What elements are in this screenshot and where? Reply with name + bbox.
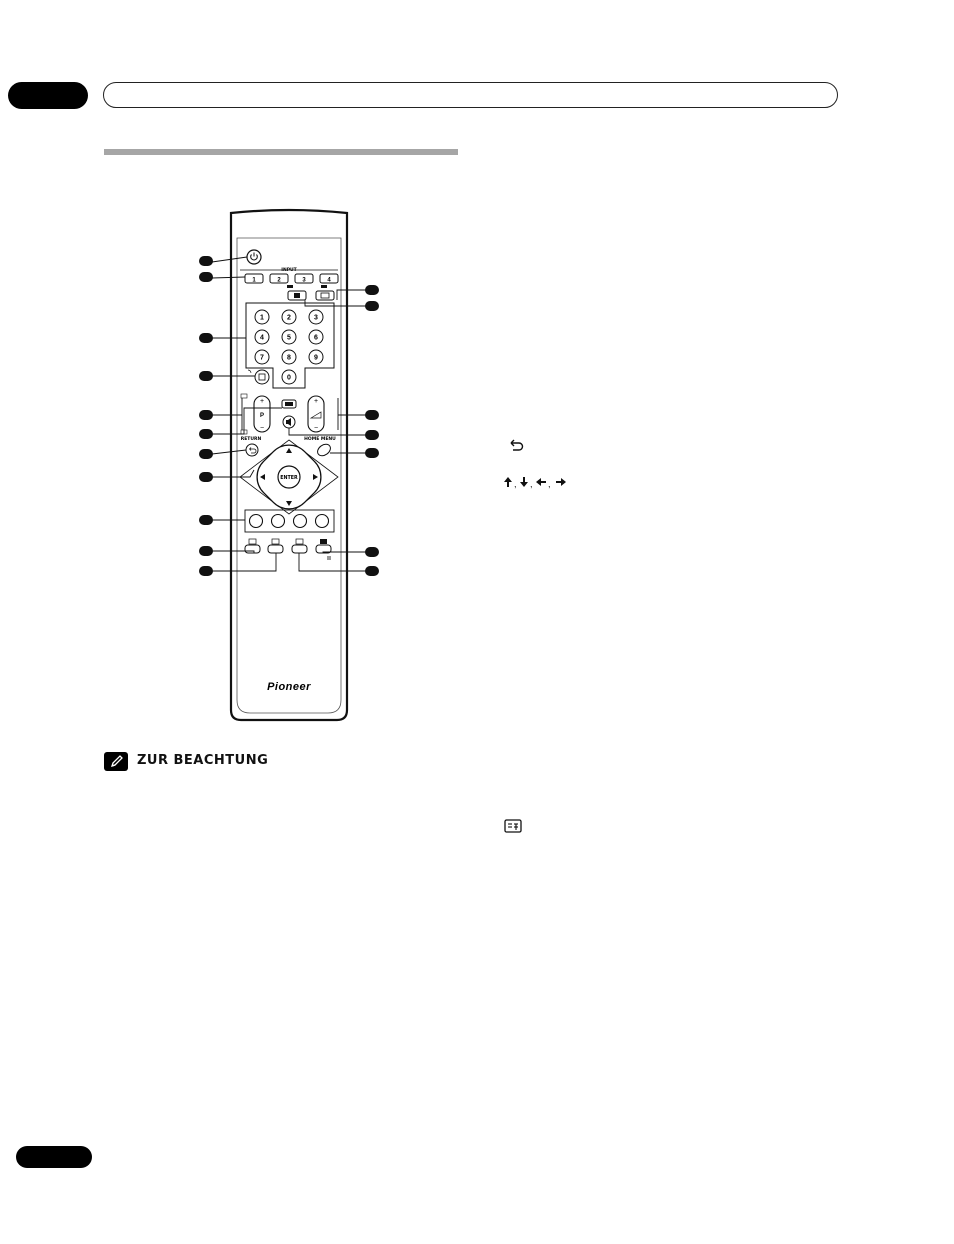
number-key-6-label: 6 xyxy=(314,334,318,342)
return-arrow-icon xyxy=(508,439,524,451)
chapter-tab xyxy=(8,82,88,109)
svg-text:,: , xyxy=(548,479,551,489)
svg-text:,: , xyxy=(530,479,533,489)
svg-text:+: + xyxy=(259,398,265,405)
teletext-mode-button[interactable] xyxy=(245,545,260,553)
input-4-label: 4 xyxy=(327,277,331,284)
info-button[interactable] xyxy=(255,370,269,384)
number-key-5-label: 5 xyxy=(287,334,291,342)
channel-label: P xyxy=(259,413,265,419)
section-rule xyxy=(104,149,458,155)
svg-text:−: − xyxy=(313,425,319,432)
svg-text:−: − xyxy=(259,425,265,432)
number-key-1-label: 1 xyxy=(260,314,264,322)
red-button[interactable] xyxy=(250,515,263,528)
header-bar xyxy=(103,82,838,108)
green-button[interactable] xyxy=(272,515,285,528)
page-number-tab xyxy=(16,1146,92,1168)
number-key-2-label: 2 xyxy=(287,314,291,322)
input-2-label: 2 xyxy=(277,277,281,284)
up-down-left-right-arrows-icon xyxy=(502,475,568,489)
number-key-8-label: 8 xyxy=(287,354,291,362)
subpage-button[interactable] xyxy=(292,545,307,553)
number-key-9-label: 9 xyxy=(314,354,318,362)
blue-button[interactable] xyxy=(316,515,329,528)
teletext-icon xyxy=(504,819,522,833)
number-key-0-label: 0 xyxy=(287,374,291,382)
pencil-icon xyxy=(104,752,128,771)
yellow-button[interactable] xyxy=(294,515,307,528)
home-menu-label: HOME MENU xyxy=(304,437,336,442)
svg-text:,: , xyxy=(514,479,517,489)
input-1-label: 1 xyxy=(252,277,256,284)
note-title: ZUR BEACHTUNG xyxy=(137,753,269,768)
pioneer-logo: Pioneer xyxy=(267,681,311,693)
remote-control-diagram xyxy=(195,208,385,693)
number-key-7-label: 7 xyxy=(260,354,264,362)
enter-label: ENTER xyxy=(280,476,298,481)
return-label: RETURN xyxy=(240,437,262,442)
input-3-label: 3 xyxy=(302,277,306,284)
teletext-button[interactable] xyxy=(268,545,283,553)
number-key-4-label: 4 xyxy=(260,334,264,342)
svg-text:+: + xyxy=(313,398,319,405)
number-key-3-label: 3 xyxy=(314,314,318,322)
audio-mode-button[interactable] xyxy=(316,291,334,300)
input-label: INPUT xyxy=(281,268,297,273)
